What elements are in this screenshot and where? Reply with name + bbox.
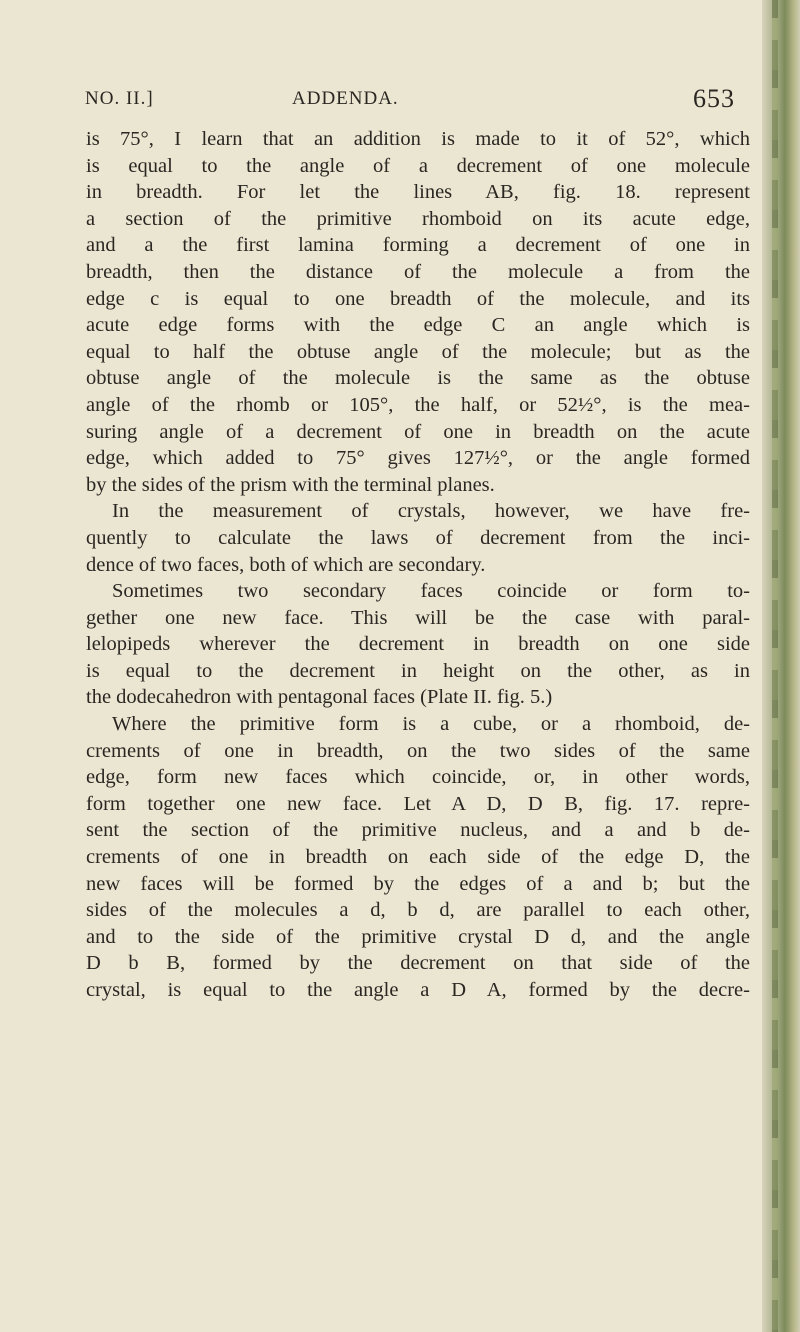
text-line: and a the first lamina forming a decrement of one in [86,234,750,257]
text-line: is equal to the angle of a decrement of one molecule [86,154,750,177]
text-line: edge, form new faces which coincide, or, in other words, [86,766,750,789]
text-line: a section of the primitive rhomboid on its acute edge, [86,207,750,230]
text-line: by the sides of the prism with the terminal planes. [86,473,495,496]
text-line: edge, which added to 75° gives 127½°, or the angle formed [86,447,750,470]
text-line: suring angle of a decrement of one in breadth on the acute [86,420,750,443]
text-line: the dodecahedron with pentagonal faces (Plate II. fig. 5.) [86,686,553,709]
text-line: quently to calculate the laws of decrement from the inci- [86,526,750,549]
text-line: and to the side of the primitive crystal D d, and the angle [86,925,750,948]
text-line: is 75°, I learn that an addition is made to it of 52°, which [86,128,750,150]
text-line: In the measurement of crystals, however, we have fre- [112,500,750,523]
page-number: 653 [693,84,735,113]
text-line: new faces will be formed by the edges of a and b; but the [86,872,750,895]
text-line: breadth, then the distance of the molecule a from the [86,260,750,283]
page-edge-binding [762,0,800,1332]
text-line: crements of one in breadth, on the two sides of the same [86,739,750,762]
text-line: in breadth. For let the lines AB, fig. 18. represent [86,181,750,204]
text-line: is equal to the decrement in height on the other, as in [86,659,750,682]
text-line: crystal, is equal to the angle a D A, formed by the decre- [86,979,750,1001]
text-line: dence of two faces, both of which are secondary. [86,553,486,576]
text-line: D b B, formed by the decrement on that side of the [86,952,750,975]
text-line: edge c is equal to one breadth of the molecule, and its [86,287,750,310]
text-line: form together one new face. Let A D, D B, fig. 17. repre- [86,792,750,815]
text-line: angle of the rhomb or 105°, the half, or 52½°, is the mea- [86,393,750,416]
text-line: sent the section of the primitive nucleus, and a and b de- [86,819,750,842]
text-line: sides of the molecules a d, b d, are parallel to each other, [86,899,750,922]
body-text [86,126,750,1004]
section-label: NO. II.] [85,88,154,109]
text-line: gether one new face. This will be the case with paral- [86,606,750,629]
text-line: acute edge forms with the edge C an angle which is [86,314,750,337]
running-header [85,84,735,118]
header-title: ADDENDA. [292,88,399,109]
text-line: Where the primitive form is a cube, or a rhomboid, de- [112,713,750,736]
text-line: obtuse angle of the molecule is the same as the obtuse [86,367,750,390]
text-line: crements of one in breadth on each side of the edge D, the [86,846,750,869]
text-line: Sometimes two secondary faces coincide or form to- [112,580,750,603]
text-line: equal to half the obtuse angle of the molecule; but as the [86,340,750,363]
text-line: lelopipeds wherever the decrement in breadth on one side [86,633,750,656]
